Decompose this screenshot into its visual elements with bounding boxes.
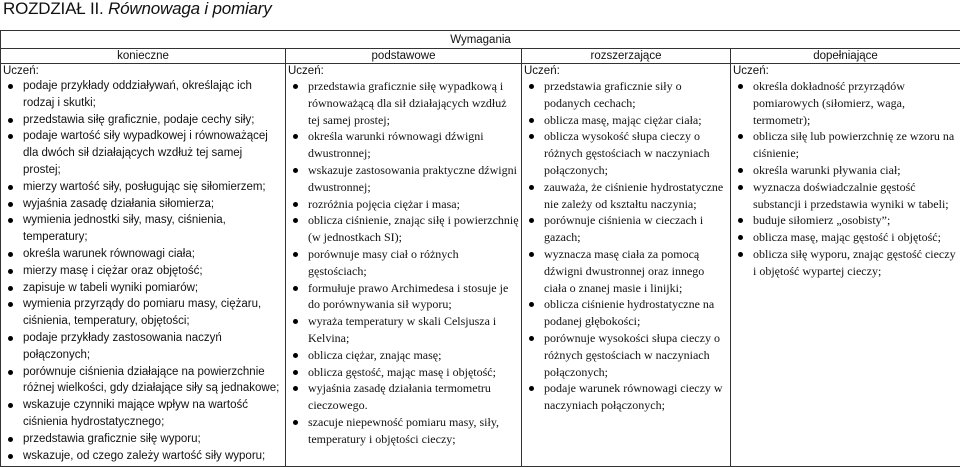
requirement-item: podaje przykłady oddziaływań, określając ich rodzaj i skutki; bbox=[1, 78, 285, 112]
chapter-title bbox=[3, 0, 272, 19]
requirement-item: oblicza masę, mając gęstość i objętość; bbox=[731, 229, 960, 246]
requirement-item: oblicza masę, mając ciężar ciała; bbox=[522, 112, 730, 129]
requirement-item: buduje siłomierz „osobisty”; bbox=[731, 212, 960, 229]
level-header-konieczne: konieczne bbox=[1, 49, 286, 64]
level-header-dopelniajace: dopełniające bbox=[731, 49, 960, 64]
requirements-table bbox=[0, 30, 960, 467]
requirement-item: określa warunek równowagi ciała; bbox=[1, 246, 285, 263]
requirement-item: zauważa, że ciśnienie hydrostatyczne nie zależy od kształtu naczynia; bbox=[522, 179, 730, 213]
requirement-item: wskazuje zastosowania praktyczne dźwigni dwustronnej; bbox=[286, 162, 521, 196]
requirement-item: przedstawia graficznie siły o podanych cechach; bbox=[522, 78, 730, 112]
content-row bbox=[1, 64, 960, 467]
requirement-item: wskazuje czynniki mające wpływ na wartość ciśnienia hydrostatycznego; bbox=[1, 397, 285, 431]
requirement-list bbox=[286, 78, 521, 448]
requirement-item: określa dokładność przyrządów pomiarowych (siłomierz, waga, termometr); bbox=[731, 78, 960, 128]
requirement-item: oblicza siłę lub powierzchnię ze wzoru na ciśnienie; bbox=[731, 128, 960, 162]
requirement-item: szacuje niepewność pomiaru masy, siły, temperatury i objętości cieczy; bbox=[286, 414, 521, 448]
requirement-item: wyjaśnia zasadę działania termometru cieczowego. bbox=[286, 380, 521, 414]
requirement-item: podaje warunek równowagi cieczy w naczyniach połączonych; bbox=[522, 380, 730, 414]
levels-row bbox=[1, 49, 960, 64]
requirement-item: przedstawia graficznie siłę wypadkową i równoważącą dla sił działających wzdłuż tej samej prostej; bbox=[286, 78, 521, 128]
requirement-list bbox=[1, 78, 285, 464]
requirement-item: wyznacza doświadczalnie gęstość substancji i przedstawia wyniki w tabeli; bbox=[731, 179, 960, 213]
requirement-item: formułuje prawo Archimedesa i stosuje je do porównywania sił wyporu; bbox=[286, 280, 521, 314]
column-konieczne bbox=[1, 64, 286, 467]
requirement-item: oblicza ciśnienie, znając siłę i powierzchnię (w jednostkach SI); bbox=[286, 212, 521, 246]
requirement-item: przedstawia siłę graficznie, podaje cechy siły; bbox=[1, 112, 285, 129]
requirement-item: porównuje ciśnienia w cieczach i gazach; bbox=[522, 212, 730, 246]
requirement-item: przedstawia graficznie siłę wyporu; bbox=[1, 431, 285, 448]
requirement-item: mierzy masę i ciężar oraz objętość; bbox=[1, 263, 285, 280]
requirement-item: mierzy wartość siły, posługując się siłomierzem; bbox=[1, 179, 285, 196]
requirement-item: porównuje wysokości słupa cieczy o różnych gęstościach w naczyniach połączonych; bbox=[522, 330, 730, 380]
header-row bbox=[1, 31, 960, 49]
requirement-item: wymienia przyrządy do pomiaru masy, ciężaru, ciśnienia, temperatury, objętości; bbox=[1, 296, 285, 330]
requirement-list bbox=[731, 78, 960, 280]
requirement-item: oblicza wysokość słupa cieczy o różnych gęstościach w naczyniach połączonych; bbox=[522, 128, 730, 178]
requirement-item: oblicza gęstość, mając masę i objętość; bbox=[286, 364, 521, 381]
student-label: Uczeń: bbox=[522, 64, 730, 78]
student-label: Uczeń: bbox=[1, 64, 285, 78]
requirements-header: Wymagania bbox=[1, 31, 960, 49]
level-header-rozszerzajace: rozszerzające bbox=[522, 49, 731, 64]
requirement-list bbox=[522, 78, 730, 414]
requirement-item: wyjaśnia zasadę działania siłomierza; bbox=[1, 196, 285, 213]
column-dopelniajace bbox=[731, 64, 960, 467]
requirement-item: oblicza siłę wyporu, znając gęstość cieczy i objętość wypartej cieczy; bbox=[731, 246, 960, 280]
requirement-item: określa warunki równowagi dźwigni dwustronnej; bbox=[286, 128, 521, 162]
requirement-item: podaje przykłady zastosowania naczyń połączonych; bbox=[1, 330, 285, 364]
column-rozszerzajace bbox=[522, 64, 731, 467]
requirement-item: porównuje ciśnienia działające na powierzchnie różnej wielkości, gdy działające siły są jednakowe; bbox=[1, 364, 285, 398]
requirement-item: wymienia jednostki siły, masy, ciśnienia, temperatury; bbox=[1, 212, 285, 246]
requirement-item: zapisuje w tabeli wyniki pomiarów; bbox=[1, 280, 285, 297]
requirement-item: wyraża temperatury w skali Celsjusza i Kelvina; bbox=[286, 313, 521, 347]
requirement-item: wyznacza masę ciała za pomocą dźwigni dwustronnej oraz innego ciała o znanej masie i linijki; bbox=[522, 246, 730, 296]
requirement-item: podaje wartość siły wypadkowej i równoważącej dla dwóch sił działających wzdłuż tej samej prostej; bbox=[1, 128, 285, 178]
chapter-name: Równowaga i pomiary bbox=[108, 0, 271, 18]
student-label: Uczeń: bbox=[286, 64, 521, 78]
requirement-item: oblicza ciężar, znając masę; bbox=[286, 347, 521, 364]
column-podstawowe bbox=[286, 64, 522, 467]
requirement-item: wskazuje, od czego zależy wartość siły wyporu; bbox=[1, 448, 285, 465]
student-label: Uczeń: bbox=[731, 64, 960, 78]
requirement-item: rozróżnia pojęcia ciężar i masa; bbox=[286, 196, 521, 213]
chapter-prefix: ROZDZIAŁ II. bbox=[3, 0, 104, 18]
requirement-item: określa warunki pływania ciał; bbox=[731, 162, 960, 179]
requirement-item: oblicza ciśnienie hydrostatyczne na podanej głębokości; bbox=[522, 296, 730, 330]
level-header-podstawowe: podstawowe bbox=[286, 49, 522, 64]
requirement-item: porównuje masy ciał o różnych gęstościach; bbox=[286, 246, 521, 280]
